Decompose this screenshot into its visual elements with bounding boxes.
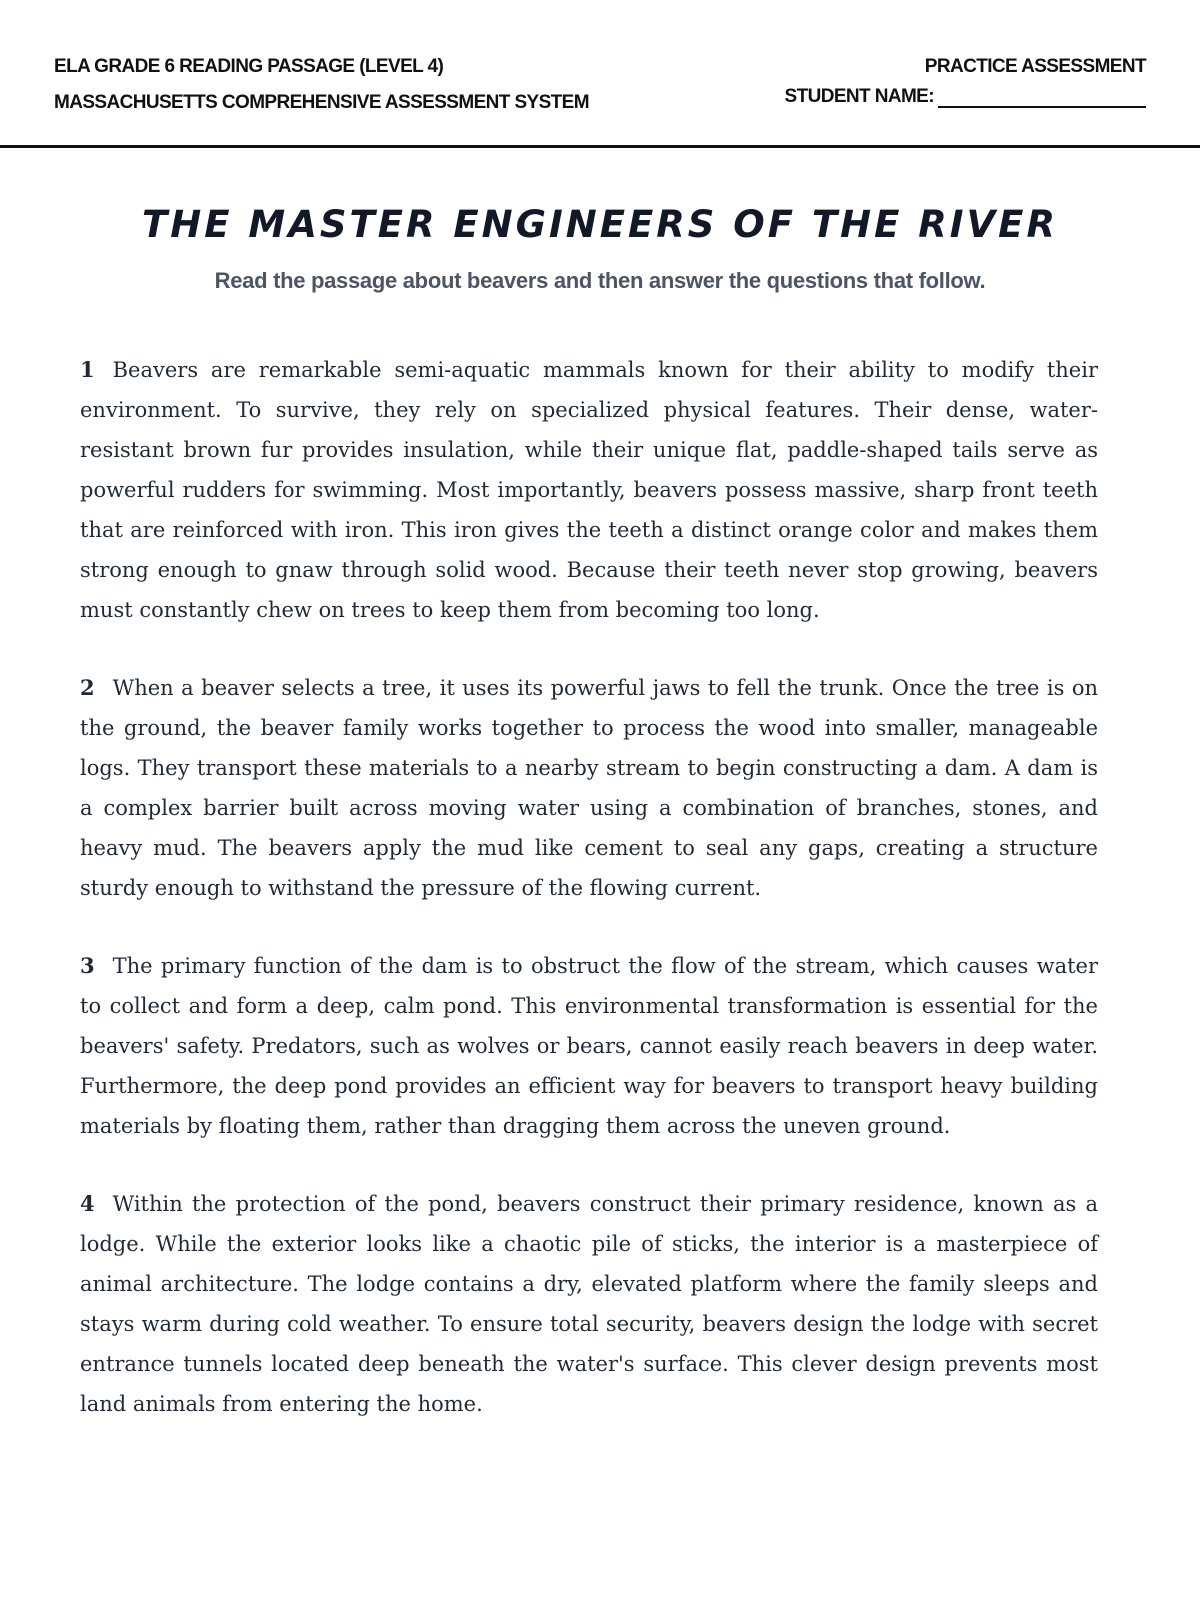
reading-passage xyxy=(80,350,1098,1462)
student-name-label: STUDENT NAME: xyxy=(784,86,934,107)
paragraph xyxy=(80,668,1098,908)
paragraph-number: 2 xyxy=(80,675,95,700)
paragraph xyxy=(80,350,1098,630)
student-name-row xyxy=(785,86,1146,108)
student-name-field[interactable] xyxy=(938,88,1146,108)
paragraph-number: 3 xyxy=(80,953,95,978)
instructions: Read the passage about beavers and then answer the questions that follow. xyxy=(214,268,986,293)
paragraph-text: Within the protection of the pond, beavers construct their primary residence, known as a lodge. While the exterior looks like a chaotic pile of sticks, the interior is a masterpiece of animal architecture. The lodge contains a dry, elevated platform where the family sleeps and stays warm during cold weather. To ensure total security, beavers design the lodge with secret entrance tunnels located deep beneath the water's surface. This clever design prevents most land animals from entering the home. xyxy=(80,1192,1098,1416)
paragraph xyxy=(80,1184,1098,1424)
paragraph-text: The primary function of the dam is to obstruct the flow of the stream, which causes water to collect and form a deep, calm pond. This environmental transformation is essential for the beavers' safety. Predators, such as wolves or bears, cannot easily reach beavers in deep water. Furthermore, the deep pond provides an efficient way for beavers to transport heavy building materials by floating them, rather than dragging them across the uneven ground. xyxy=(80,954,1098,1138)
paragraph-number: 4 xyxy=(80,1191,95,1216)
header-divider xyxy=(0,145,1200,148)
paragraph-text: When a beaver selects a tree, it uses its powerful jaws to fell the trunk. Once the tree is on the ground, the beaver family works together to process the wood into smaller, manageable logs. They transport these materials to a nearby stream to begin constructing a dam. A dam is a complex barrier built across moving water using a combination of branches, stones, and heavy mud. The beavers apply the mud like cement to seal any gaps, creating a structure sturdy enough to withstand the pressure of the flowing current. xyxy=(80,676,1098,900)
paragraph xyxy=(80,946,1098,1146)
assessment-system-label: MASSACHUSETTS COMPREHENSIVE ASSESSMENT SYSTEM xyxy=(54,92,589,113)
page-title: THE MASTER ENGINEERS OF THE RIVER xyxy=(142,203,1058,246)
passage-level-label: ELA GRADE 6 READING PASSAGE (LEVEL 4) xyxy=(54,56,444,77)
practice-assessment-label: PRACTICE ASSESSMENT xyxy=(924,56,1146,77)
paragraph-number: 1 xyxy=(80,357,95,382)
paragraph-text: Beavers are remarkable semi-aquatic mammals known for their ability to modify their environment. To survive, they rely on specialized physical features. Their dense, water-resistant brown fur provides insulation, while their unique flat, paddle-shaped tails serve as powerful rudders for swimming. Most importantly, beavers possess massive, sharp front teeth that are reinforced with iron. This iron gives the teeth a distinct orange color and makes them strong enough to gnaw through solid wood. Because their teeth never stop growing, beavers must constantly chew on trees to keep them from becoming too long. xyxy=(80,358,1098,622)
page-header xyxy=(54,52,1146,132)
